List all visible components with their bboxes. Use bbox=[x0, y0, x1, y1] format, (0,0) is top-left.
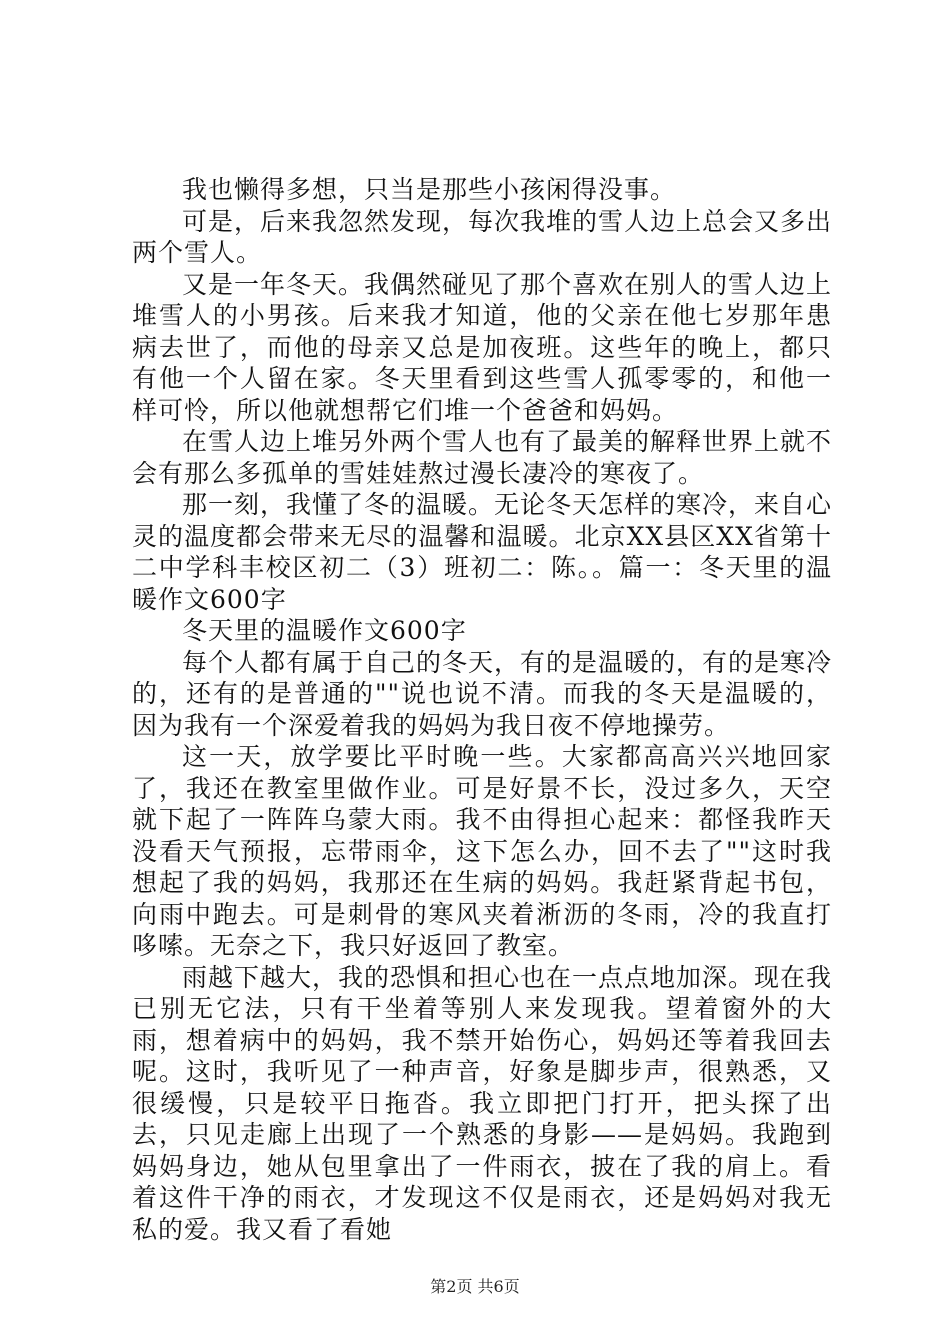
paragraph: 雨越下越大，我的恐惧和担心也在一点点地加深。现在我已别无它法，只有干坐着等别人来发现我。望着窗外的大雨，想着病中的妈妈，我不禁开始伤心，妈妈还等着我回去呢。这时，我听见了一种声音，好象是脚步声，很熟悉，又很缓慢，只是较平日拖沓。我立即把门打开，把头探了出去，只见走廊上出现了一个熟悉的身影——是妈妈。我跑到妈妈身边，她从包里拿出了一件雨衣，披在了我的肩上。看着这件干净的雨衣，才发现这不仅是雨衣，还是妈妈对我无私的爱。我又看了看她 bbox=[132, 962, 833, 1244]
paragraph: 这一天，放学要比平时晚一些。大家都高高兴兴地回家了，我还在教室里做作业。可是好景不长，没过多久，天空就下起了一阵阵乌蒙大雨。我不由得担心起来：都怪我昨天没看天气预报，忘带雨伞，这下怎么办，回不去了""这时我想起了我的妈妈，我那还在生病的妈妈。我赶紧背起书包，向雨中跑去。可是刺骨的寒风夹着淅沥的冬雨，冷的我直打哆嗦。无奈之下，我只好返回了教室。 bbox=[132, 742, 832, 960]
paragraph: 那一刻，我懂了冬的温暖。无论冬天怎样的寒冷，来自心灵的温度都会带来无尽的温馨和温暖。北京XX县区XX省第十二中学科丰校区初二（3）班初二：陈。。篇一：冬天里的温暖作文600字 bbox=[132, 490, 833, 614]
paragraph: 又是一年冬天。我偶然碰见了那个喜欢在别人的雪人边上堆雪人的小男孩。后来我才知道，他的父亲在他七岁那年患病去世了，而他的母亲又总是加夜班。这些年的晚上，都只有他一个人留在家。冬天里看到这些雪人孤零零的，和他一样可怜，所以他就想帮它们堆一个爸爸和妈妈。 bbox=[132, 269, 833, 425]
paragraph: 每个人都有属于自己的冬天，有的是温暖的，有的是寒冷的，还有的是普通的""说也说不清。而我的冬天是温暖的，因为我有一个深爱着我的妈妈为我日夜不停地操劳。 bbox=[132, 647, 833, 740]
paragraph: 在雪人边上堆另外两个雪人也有了最美的解释世界上就不会有那么多孤单的雪娃娃熬过漫长凄冷的寒夜了。 bbox=[132, 427, 833, 488]
document-body bbox=[132, 174, 832, 1245]
page-footer: 第2页 共6页 bbox=[430, 1277, 520, 1296]
section-heading: 冬天里的温暖作文600字 bbox=[182, 616, 467, 645]
paragraph: 可是，后来我忽然发现，每次我堆的雪人边上总会又多出两个雪人。 bbox=[132, 206, 833, 267]
paragraph: 我也懒得多想，只当是那些小孩闲得没事。 bbox=[182, 175, 677, 204]
